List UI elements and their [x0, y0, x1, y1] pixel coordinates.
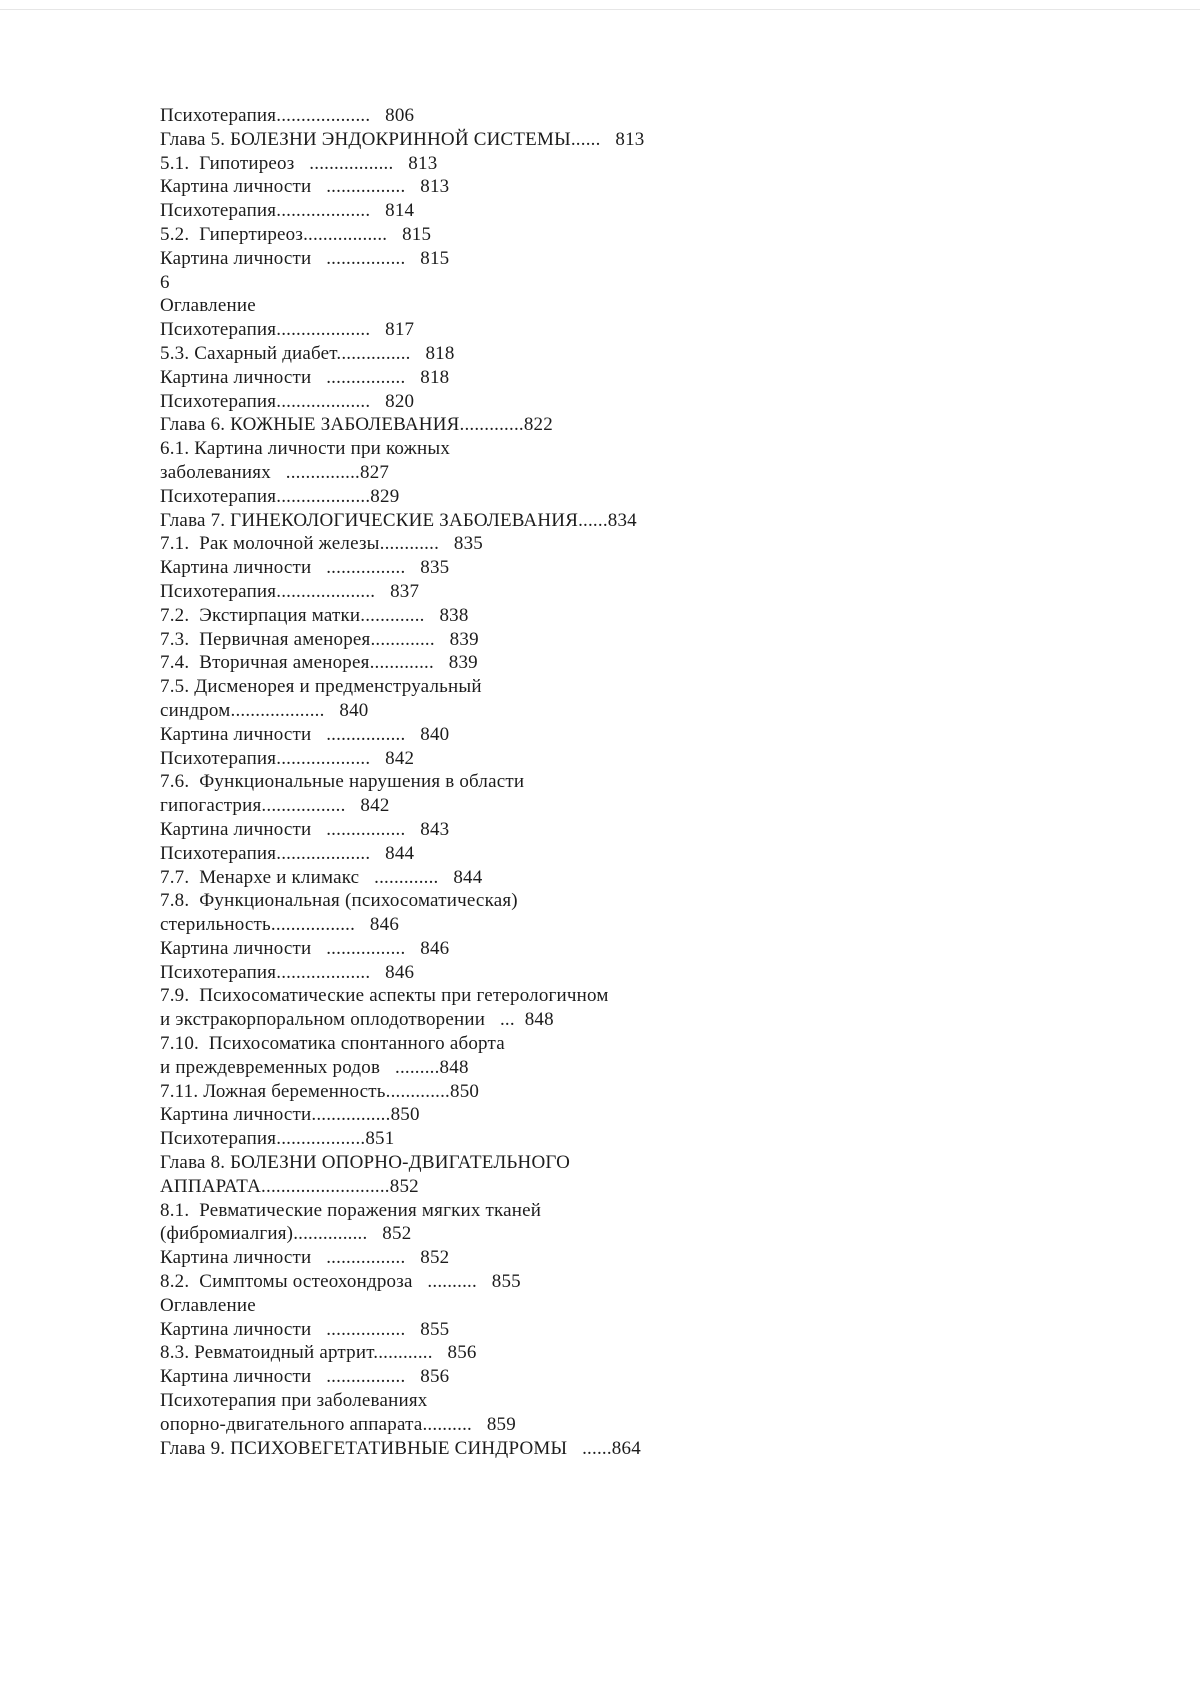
- toc-line: 5.2. Гипертиреоз................. 815: [160, 223, 432, 245]
- toc-line: заболеваниях ...............827: [160, 461, 390, 483]
- toc-line: Психотерапия................... 844: [160, 842, 415, 864]
- toc-line: Картина личности ................ 843: [160, 818, 450, 840]
- toc-line: 5.1. Гипотиреоз ................. 813: [160, 152, 438, 174]
- toc-line: гипогастрия................. 842: [160, 795, 390, 817]
- toc-line: 5.3. Сахарный диабет............... 818: [160, 342, 455, 364]
- toc-line: Картина личности ................ 815: [160, 247, 450, 269]
- toc-line: 8.3. Ревматоидный артрит............ 856: [160, 1342, 477, 1364]
- toc-lines: [160, 104, 1140, 1460]
- toc-line: Психотерапия................... 814: [160, 200, 415, 222]
- toc-line: 7.2. Экстирпация матки............. 838: [160, 604, 469, 626]
- toc-line: Глава 8. БОЛЕЗНИ ОПОРНО-ДВИГАТЕЛЬНОГО: [160, 1152, 571, 1174]
- toc-line: 8.2. Симптомы остеохондроза .......... 855: [160, 1271, 521, 1293]
- toc-line: АППАРАТА..........................852: [160, 1175, 419, 1197]
- toc-line: 8.1. Ревматические поражения мягких тканей: [160, 1199, 542, 1221]
- toc-line: 7.3. Первичная аменорея............. 839: [160, 628, 479, 650]
- toc-line: Оглавление: [160, 1294, 256, 1316]
- toc-line: 7.8. Функциональная (психосоматическая): [160, 890, 518, 912]
- toc-line: 7.7. Менархе и климакс ............. 844: [160, 866, 483, 888]
- toc-line: Глава 7. ГИНЕКОЛОГИЧЕСКИЕ ЗАБОЛЕВАНИЯ......834: [160, 509, 637, 531]
- toc-line: (фибромиалгия)............... 852: [160, 1223, 412, 1245]
- toc-line: 7.1. Рак молочной железы............ 835: [160, 533, 483, 555]
- toc-line: 7.5. Дисменорея и предменструальный: [160, 676, 482, 698]
- toc-line: Глава 9. ПСИХОВЕГЕТАТИВНЫЕ СИНДРОМЫ ......864: [160, 1437, 641, 1459]
- toc-line: Глава 5. БОЛЕЗНИ ЭНДОКРИННОЙ СИСТЕМЫ...... 813: [160, 128, 645, 150]
- toc-line: Психотерапия..................851: [160, 1128, 395, 1150]
- toc-line: и экстракорпоральном оплодотворении ... 848: [160, 1009, 554, 1031]
- toc-line: Картина личности ................ 852: [160, 1247, 450, 1269]
- toc-line: Психотерапия................... 820: [160, 390, 415, 412]
- toc-line: Картина личности ................ 813: [160, 176, 450, 198]
- toc-line: синдром................... 840: [160, 699, 369, 721]
- toc-line: Психотерапия................... 806: [160, 105, 415, 126]
- toc-line: опорно-двигательного аппарата.......... 859: [160, 1413, 516, 1435]
- toc-line: Картина личности ................ 846: [160, 937, 450, 959]
- toc-line: 7.10. Психосоматика спонтанного аборта: [160, 1033, 505, 1055]
- toc-line: и преждевременных родов .........848: [160, 1056, 469, 1078]
- toc-line: стерильность................. 846: [160, 914, 400, 936]
- toc-line: 6: [160, 271, 170, 293]
- toc-line: Картина личности ................ 835: [160, 557, 450, 579]
- toc-line: Психотерапия................... 846: [160, 961, 415, 983]
- toc-line: Картина личности ................ 840: [160, 723, 450, 745]
- toc-line: Картина личности ................ 818: [160, 366, 450, 388]
- scan-artifact-line: [0, 9, 1200, 10]
- toc-line: Психотерапия................... 842: [160, 747, 415, 769]
- toc-line: Картина личности................850: [160, 1104, 420, 1126]
- toc-line: Психотерапия...................829: [160, 485, 400, 507]
- toc-line: 7.11. Ложная беременность.............850: [160, 1080, 480, 1102]
- toc-line: Глава 6. КОЖНЫЕ ЗАБОЛЕВАНИЯ.............822: [160, 414, 553, 436]
- toc-line: 6.1. Картина личности при кожных: [160, 438, 451, 460]
- toc-line: 7.6. Функциональные нарушения в области: [160, 771, 525, 793]
- toc-line: 7.9. Психосоматические аспекты при гетерологичном: [160, 985, 609, 1007]
- toc-line: Психотерапия при заболеваниях: [160, 1390, 428, 1412]
- toc-line: Психотерапия................... 817: [160, 319, 415, 341]
- toc-line: 7.4. Вторичная аменорея............. 839: [160, 652, 478, 674]
- toc-line: Картина личности ................ 855: [160, 1318, 450, 1340]
- toc-line: Психотерапия.................... 837: [160, 580, 420, 602]
- toc-line: Оглавление: [160, 295, 256, 317]
- toc-line: Картина личности ................ 856: [160, 1366, 450, 1388]
